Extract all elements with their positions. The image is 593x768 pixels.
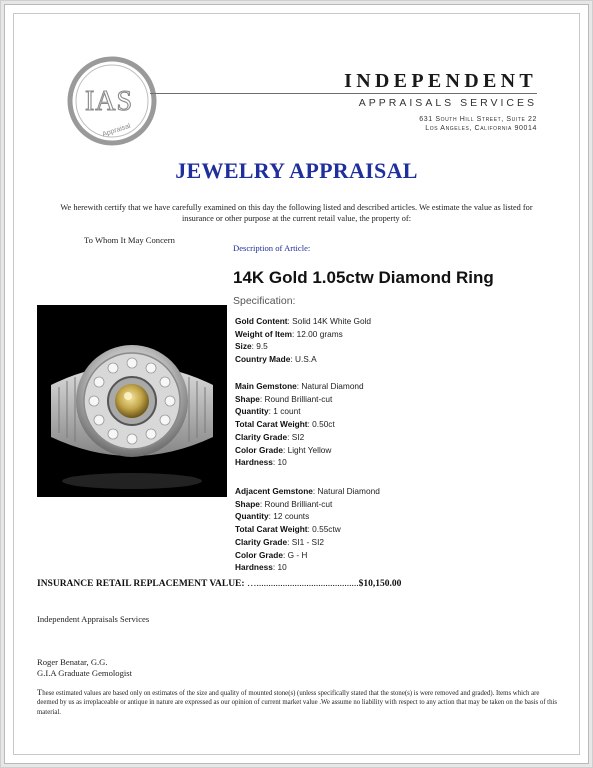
signer-name: Roger Benatar, G.G. bbox=[37, 657, 108, 667]
spec-row: Color Grade: G - H bbox=[235, 549, 308, 560]
spec-label: Shape bbox=[235, 498, 260, 509]
spec-row: Total Carat Weight: 0.50ct bbox=[235, 419, 335, 430]
spec-value: Solid 14K White Gold bbox=[292, 316, 372, 326]
spec-row: Total Carat Weight: 0.55ctw bbox=[235, 524, 341, 535]
spec-value: 10 bbox=[277, 562, 287, 573]
spec-label: Clarity Grade bbox=[235, 431, 288, 442]
spec-value: Natural Diamond bbox=[317, 486, 380, 496]
spec-value: U.S.A bbox=[294, 354, 317, 365]
spec-row: Main Gemstone: Natural Diamond bbox=[235, 381, 364, 391]
spec-label: Size bbox=[235, 341, 252, 352]
spec-row: Quantity: 12 counts bbox=[235, 511, 310, 522]
spec-value: 12 counts bbox=[273, 511, 310, 522]
spec-row: Size: 9.5 bbox=[235, 341, 268, 352]
spec-value: Round Brilliant-cut bbox=[264, 393, 333, 404]
spec-value: SI2 bbox=[291, 431, 305, 442]
logo-caption: Appraisal bbox=[101, 122, 132, 139]
spec-group-adjacent-gemstone bbox=[235, 485, 380, 574]
spec-label: Clarity Grade bbox=[235, 536, 288, 547]
spec-value: 9.5 bbox=[256, 341, 268, 352]
spec-group-main-gemstone bbox=[235, 380, 364, 469]
spec-value: 1 count bbox=[273, 406, 301, 417]
spec-label: Quantity bbox=[235, 406, 269, 417]
footer-company: Independent Appraisals Services bbox=[37, 614, 150, 624]
spec-label: Hardness bbox=[235, 457, 273, 468]
spec-label: Weight of Item bbox=[235, 328, 293, 339]
spec-label: Quantity bbox=[235, 511, 269, 522]
spec-label: Total Carat Weight bbox=[235, 419, 308, 430]
spec-row: Adjacent Gemstone: Natural Diamond bbox=[235, 486, 380, 496]
spec-value: G - H bbox=[287, 549, 308, 560]
spec-value: 12.00 grams bbox=[296, 328, 343, 339]
spec-row: Country Made: U.S.A bbox=[235, 354, 317, 365]
spec-value: 0.55ctw bbox=[312, 524, 341, 535]
disclaimer-text: hese estimated values are based only on estimates of the size and quality of mounted stone(s) (unless specifically stated that the stone(s) is were removed and graded). Items which are deemed by us as irreplaceable or antique in nature are expressed as our opinion of current market value .We assume no liability with respect to any action that may be taken on the basis of this material. bbox=[37, 690, 557, 716]
company-name: INDEPENDENT bbox=[344, 70, 537, 92]
value-leader-dots: …........................................... bbox=[246, 579, 359, 589]
company-logo bbox=[67, 56, 157, 146]
spec-label: Color Grade bbox=[235, 549, 283, 560]
address-line-1: 631 South Hill Street, Suite 22 bbox=[419, 116, 537, 123]
spec-label: Main Gemstone bbox=[235, 381, 297, 391]
spec-label: Gold Content bbox=[235, 316, 288, 326]
spec-group-general bbox=[235, 315, 371, 366]
spec-label: Color Grade bbox=[235, 444, 283, 455]
intro-paragraph: We herewith certify that we have carefully examined on this day the following listed and described articles. We estimate the value as listed for insurance or other purpose at the current retail value, the property of: bbox=[60, 203, 533, 223]
spec-label: Adjacent Gemstone bbox=[235, 486, 313, 496]
spec-row: Quantity: 1 count bbox=[235, 406, 301, 417]
spec-value: Light Yellow bbox=[287, 444, 332, 455]
spec-row: Hardness: 10 bbox=[235, 562, 287, 573]
spec-label: Total Carat Weight bbox=[235, 524, 308, 535]
address-line-2: Los Angeles, California 90014 bbox=[425, 125, 537, 132]
disclaimer-initial: T bbox=[37, 687, 43, 697]
spec-label: Country Made bbox=[235, 354, 291, 365]
spec-row: Gold Content: Solid 14K White Gold bbox=[235, 316, 372, 326]
ring-photo bbox=[37, 305, 227, 497]
document-title: JEWELRY APPRAISAL bbox=[175, 158, 418, 183]
spec-value: Natural Diamond bbox=[301, 381, 364, 391]
spec-value: 0.50ct bbox=[312, 419, 335, 430]
spec-row: Hardness: 10 bbox=[235, 457, 287, 468]
specification-label: Specification: bbox=[233, 295, 296, 307]
spec-value: Round Brilliant-cut bbox=[264, 498, 333, 509]
insurance-value-line bbox=[37, 579, 401, 589]
spec-row: Weight of Item: 12.00 grams bbox=[235, 328, 343, 339]
signer-title: G.I.A Graduate Gemologist bbox=[37, 667, 132, 678]
insurance-value-amount: $10,150.00 bbox=[358, 579, 402, 589]
recipient: To Whom It May Concern bbox=[84, 235, 175, 245]
spec-row: Color Grade: Light Yellow bbox=[235, 444, 332, 455]
spec-row: Shape: Round Brilliant-cut bbox=[235, 393, 333, 404]
disclaimer bbox=[37, 688, 557, 717]
spec-row: Shape: Round Brilliant-cut bbox=[235, 498, 333, 509]
spec-label: Shape bbox=[235, 393, 260, 404]
spec-label: Hardness bbox=[235, 562, 273, 573]
header-rule bbox=[150, 93, 537, 94]
description-label: Description of Article: bbox=[233, 243, 311, 253]
spec-row: Clarity Grade: SI1 - SI2 bbox=[235, 536, 325, 547]
spec-row: Clarity Grade: SI2 bbox=[235, 431, 305, 442]
logo-text: IAS bbox=[84, 86, 134, 117]
spec-value: SI1 - SI2 bbox=[291, 536, 325, 547]
spec-value: 10 bbox=[277, 457, 287, 468]
item-title: 14K Gold 1.05ctw Diamond Ring bbox=[233, 268, 494, 287]
insurance-value-label: INSURANCE RETAIL REPLACEMENT VALUE: bbox=[37, 579, 245, 589]
company-subtitle: APPRAISALS SERVICES bbox=[358, 97, 537, 109]
signature-block bbox=[37, 657, 132, 678]
